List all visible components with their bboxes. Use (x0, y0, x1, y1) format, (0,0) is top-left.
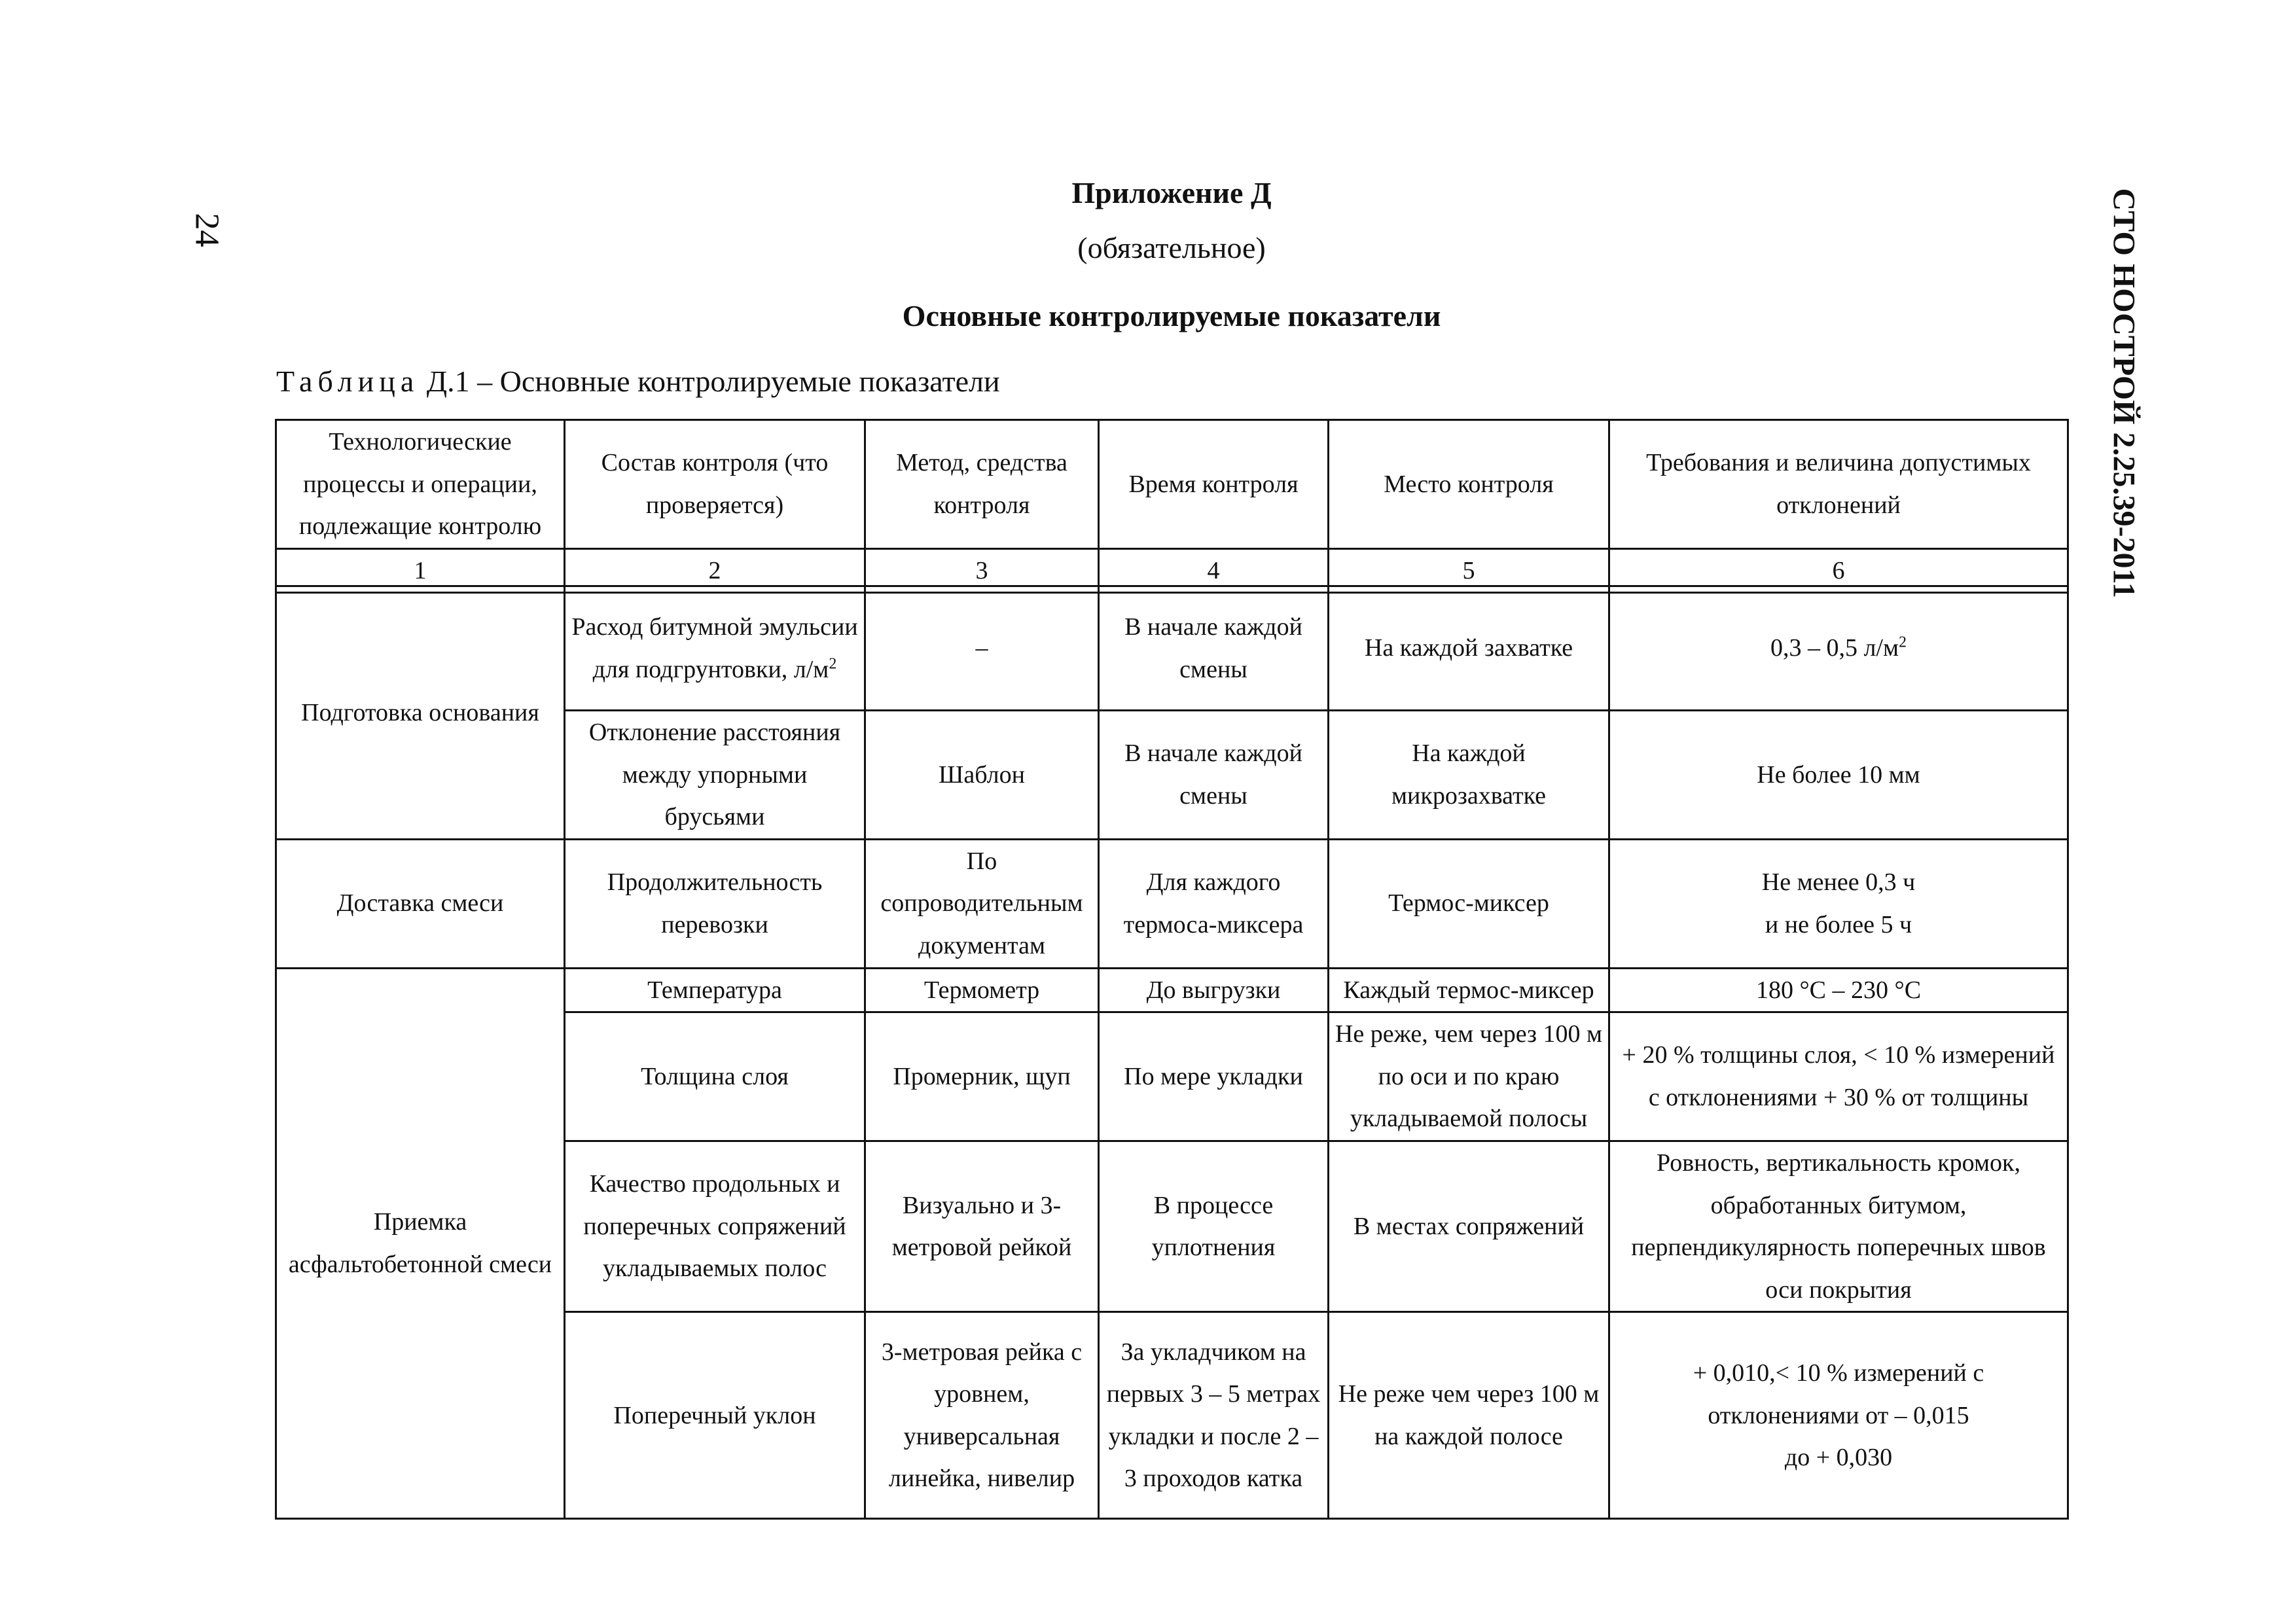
table-header (275, 419, 2069, 594)
control-item-cell: Качество продольных и поперечных сопряжений укладываемых полос (565, 1141, 865, 1311)
method-cell: 3-метровая рейка с уровнем, универсальная линейка, нивелир (865, 1312, 1099, 1519)
appendix-title: Приложение Д (1071, 176, 1272, 209)
column-number: 6 (1609, 548, 2068, 593)
control-item-cell: Толщина слоя (565, 1012, 865, 1141)
superscript: 2 (829, 654, 837, 672)
control-item-cell: Поперечный уклон (565, 1312, 865, 1519)
place-cell: Каждый термос-миксер (1329, 968, 1609, 1012)
header-row (276, 420, 2068, 549)
requirement-line: + 0,010,< 10 % измерений с отклонениями от – 0,015 (1693, 1359, 1984, 1429)
column-number: 3 (865, 548, 1099, 593)
table-caption-prefix: Таблица (276, 365, 420, 398)
process-cell: Подготовка основания (276, 586, 565, 840)
header-cell: Место контроля (1329, 420, 1609, 549)
requirement-cell: + 20 % толщины слоя, < 10 % измерений с отклонениями + 30 % от толщины (1609, 1012, 2068, 1141)
place-cell: Термос-миксер (1329, 839, 1609, 968)
section-title: Основные контролируемые показатели (902, 299, 1441, 332)
table-row (276, 839, 2068, 968)
requirement-cell: Ровность, вертикальность кромок, обработанных битумом, перпендикулярность поперечных швов оси покрытия (1609, 1141, 2068, 1311)
requirement-text: 0,3 – 0,5 л/м (1770, 634, 1899, 662)
place-cell: Не реже чем через 100 м на каждой полосе (1329, 1312, 1609, 1519)
requirement-cell: Не более 10 мм (1609, 711, 2068, 840)
column-number: 5 (1329, 548, 1609, 593)
table-caption-text: Д.1 – Основные контролируемые показатели (419, 365, 1000, 398)
method-cell: Термометр (865, 968, 1099, 1012)
method-cell: – (865, 586, 1099, 711)
table-caption (276, 364, 1000, 399)
place-cell: На каждой микрозахватке (1329, 711, 1609, 840)
page-number: 24 (188, 213, 226, 247)
time-cell: Для каждого термоса-миксера (1099, 839, 1329, 968)
time-cell: До выгрузки (1099, 968, 1329, 1012)
control-item-text: Расход битумной эмульсии для подгрунтовки, л/м (571, 613, 858, 683)
method-cell: Шаблон (865, 711, 1099, 840)
document-code: СТО НОСТРОЙ 2.25.39-2011 (2106, 188, 2142, 598)
place-cell: На каждой захватке (1329, 586, 1609, 711)
header-cell: Технологические процессы и операции, подлежащие контролю (276, 420, 565, 549)
table-body (275, 585, 2069, 1520)
table-row (276, 968, 2068, 1012)
time-cell: За укладчиком на первых 3 – 5 метрах укладки и после 2 – 3 проходов катка (1099, 1312, 1329, 1519)
requirement-line: Не менее 0,3 ч (1761, 868, 1916, 897)
method-cell: Визуально и 3-метровой рейкой (865, 1141, 1099, 1311)
requirement-line: и не более 5 ч (1765, 910, 1912, 938)
time-cell: В начале каждой смены (1099, 586, 1329, 711)
header-cell: Требования и величина допустимых отклонений (1609, 420, 2068, 549)
control-item-cell: Продолжительность перевозки (565, 839, 865, 968)
column-number: 4 (1099, 548, 1329, 593)
control-item-cell (565, 586, 865, 711)
requirement-cell (1609, 1312, 2068, 1519)
requirement-cell: 180 °С – 230 °С (1609, 968, 2068, 1012)
superscript: 2 (1899, 633, 1907, 651)
column-number: 2 (565, 548, 865, 593)
time-cell: По мере укладки (1099, 1012, 1329, 1141)
method-cell: По сопроводительным документам (865, 839, 1099, 968)
control-item-cell: Отклонение расстояния между упорными брусьями (565, 711, 865, 840)
time-cell: В начале каждой смены (1099, 711, 1329, 840)
appendix-status: (обязательное) (1077, 231, 1266, 264)
header-cell: Состав контроля (что проверяется) (565, 420, 865, 549)
requirement-cell (1609, 586, 2068, 711)
place-cell: В местах сопряжений (1329, 1141, 1609, 1311)
process-cell: Доставка смеси (276, 839, 565, 968)
table-row (276, 586, 2068, 711)
header-cell: Метод, средства контроля (865, 420, 1099, 549)
place-cell: Не реже, чем через 100 м по оси и по краю укладываемой полосы (1329, 1012, 1609, 1141)
method-cell: Промерник, щуп (865, 1012, 1099, 1141)
requirement-line: до + 0,030 (1784, 1444, 1893, 1472)
time-cell: В процессе уплотнения (1099, 1141, 1329, 1311)
process-cell: Приемка асфальтобетонной смеси (276, 968, 565, 1519)
column-number: 1 (276, 548, 565, 593)
header-cell: Время контроля (1099, 420, 1329, 549)
control-item-cell: Температура (565, 968, 865, 1012)
requirement-cell (1609, 839, 2068, 968)
